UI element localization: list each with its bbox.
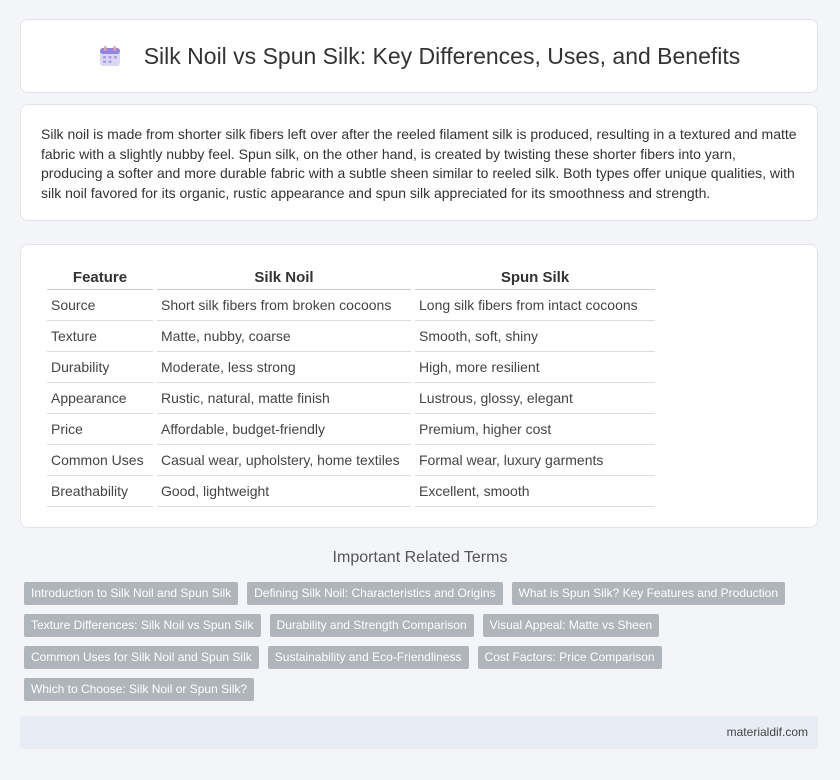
cell-feature: Texture [47, 321, 153, 352]
cell-feature: Source [47, 290, 153, 321]
cell-spun-silk: Long silk fibers from intact cocoons [415, 290, 655, 321]
table-row [47, 383, 655, 414]
intro-card [20, 104, 818, 221]
cell-silk-noil: Short silk fibers from broken cocoons [157, 290, 411, 321]
table-row [47, 290, 655, 321]
cell-feature: Breathability [47, 476, 153, 507]
cell-silk-noil: Matte, nubby, coarse [157, 321, 411, 352]
table-row [47, 321, 655, 352]
header-feature: Feature [47, 265, 153, 290]
header-silk-noil: Silk Noil [157, 265, 411, 290]
cell-feature: Price [47, 414, 153, 445]
related-term-tag[interactable]: Texture Differences: Silk Noil vs Spun Silk [24, 614, 261, 637]
related-term-tag[interactable]: Durability and Strength Comparison [270, 614, 474, 637]
related-term-tag[interactable]: Sustainability and Eco-Friendliness [268, 646, 469, 669]
related-term-tag[interactable]: What is Spun Silk? Key Features and Production [512, 582, 785, 605]
cell-silk-noil: Good, lightweight [157, 476, 411, 507]
table-row [47, 414, 655, 445]
table-header-row [47, 265, 655, 290]
table-row [47, 445, 655, 476]
intro-text: Silk noil is made from shorter silk fibers left over after the reeled filament silk is produced, resulting in a textured and matte fabric with a slightly nubby feel. Spun silk, on the other hand, is created by twisting these shorter fibers into yarn, producing a softer and more durable fabric with a subtle sheen similar to reeled silk. Both types offer unique qualities, with silk noil favored for its organic, rustic appearance and spun silk appreciated for its smoothness and strength. [41, 126, 797, 201]
cell-spun-silk: High, more resilient [415, 352, 655, 383]
related-term-tag[interactable]: Common Uses for Silk Noil and Spun Silk [24, 646, 259, 669]
calendar-icon [98, 44, 122, 68]
table-row [47, 352, 655, 383]
footer-site-link[interactable]: materialdif.com [726, 725, 808, 739]
page-title: Silk Noil vs Spun Silk: Key Differences, Uses, and Benefits [143, 42, 741, 69]
related-term-tag[interactable]: Introduction to Silk Noil and Spun Silk [24, 582, 238, 605]
cell-feature: Common Uses [47, 445, 153, 476]
related-term-tag[interactable]: Defining Silk Noil: Characteristics and Origins [247, 582, 502, 605]
cell-feature: Appearance [47, 383, 153, 414]
related-term-tag[interactable]: Visual Appeal: Matte vs Sheen [483, 614, 660, 637]
cell-spun-silk: Smooth, soft, shiny [415, 321, 655, 352]
table-row [47, 476, 655, 507]
related-term-tag[interactable]: Which to Choose: Silk Noil or Spun Silk? [24, 678, 254, 701]
cell-feature: Durability [47, 352, 153, 383]
cell-spun-silk: Formal wear, luxury garments [415, 445, 655, 476]
cell-silk-noil: Casual wear, upholstery, home textiles [157, 445, 411, 476]
comparison-table [43, 265, 659, 507]
related-term-tag[interactable]: Cost Factors: Price Comparison [478, 646, 662, 669]
cell-silk-noil: Moderate, less strong [157, 352, 411, 383]
header-spun-silk: Spun Silk [415, 265, 655, 290]
cell-silk-noil: Rustic, natural, matte finish [157, 383, 411, 414]
page-title-row [98, 43, 741, 70]
cell-spun-silk: Lustrous, glossy, elegant [415, 383, 655, 414]
related-terms-list [24, 582, 820, 710]
cell-spun-silk: Excellent, smooth [415, 476, 655, 507]
title-card [20, 19, 818, 93]
comparison-table-card [20, 244, 818, 528]
related-terms-heading: Important Related Terms [332, 549, 508, 566]
cell-spun-silk: Premium, higher cost [415, 414, 655, 445]
cell-silk-noil: Affordable, budget-friendly [157, 414, 411, 445]
footer [20, 716, 818, 749]
